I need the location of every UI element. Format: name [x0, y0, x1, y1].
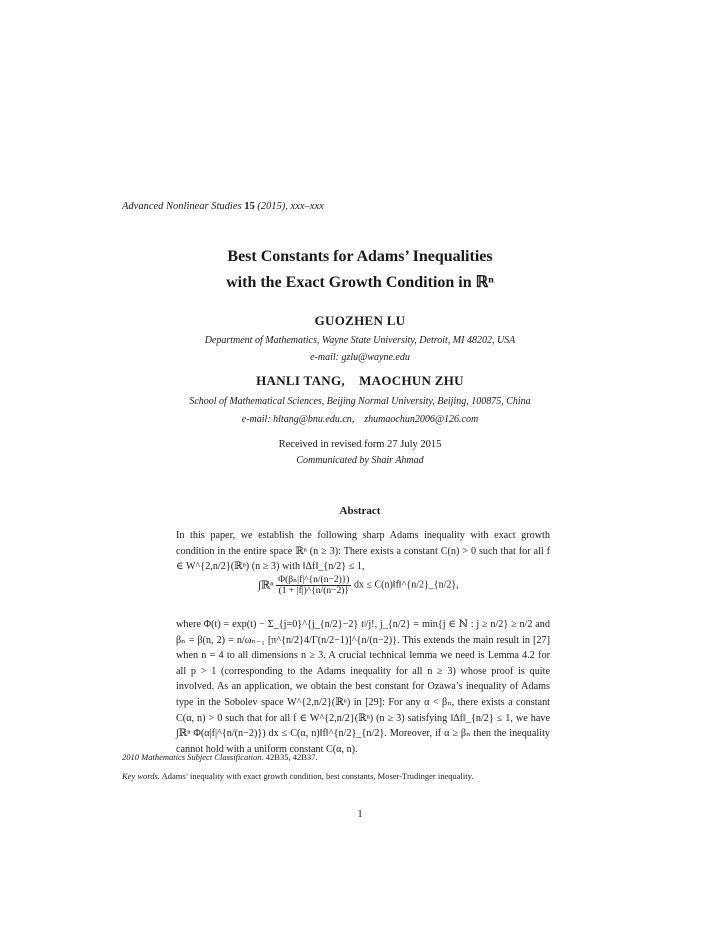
formula-denominator: (1 + |f|)^{n/(n−2)} — [278, 586, 349, 596]
display-formula — [258, 574, 488, 608]
msc-label: 2010 Mathematics Subject Classification. — [122, 752, 264, 762]
paper-title-line-2: with the Exact Growth Condition in ℝⁿ — [226, 274, 494, 291]
keywords — [122, 771, 473, 781]
keywords-text: Adams’ inequality with exact growth condition, best constants, Moser-Trudinger inequality. — [161, 771, 474, 781]
msc-classification — [122, 752, 318, 762]
affiliation-wayne: Department of Mathematics, Wayne State University, Detroit, MI 48202, USA — [204, 335, 516, 346]
abstract-heading: Abstract — [339, 505, 381, 517]
author-lu: GUOZHEN LU — [314, 313, 406, 328]
page-number: 1 — [357, 808, 363, 820]
journal-citation — [122, 201, 324, 212]
communicated-by: Communicated by Shair Ahmad — [296, 455, 424, 466]
paper-title-line-1: Best Constants for Adams’ Inequalities — [227, 248, 493, 265]
msc-codes: 42B35, 42B37. — [265, 752, 318, 762]
journal-year-pages: (2015), xxx–xxx — [257, 201, 324, 212]
formula-rhs: dx ≤ C(n)‖f‖^{n/2}_{n/2}, — [353, 579, 459, 591]
affiliation-bnu: School of Mathematical Sciences, Beijing Normal University, Beijing, 100875, China — [189, 396, 531, 407]
email-lu: e-mail: gzlu@wayne.edu — [310, 352, 410, 363]
formula-numerator: Φ(βₙ|f|^{n/(n−2)}) — [278, 575, 350, 585]
keywords-label: Key words. — [122, 771, 160, 781]
abstract-paragraph-2: where Φ(t) = exp(t) − Σ_{j=0}^{j_{n/2}−2} tʲ/j!, j_{n/2} = min{j ∈ ℕ : j ≥ n/2} ≥ n/2 and βₙ = β(n, 2) = n/ωₙ₋₁ [π^{n/2}4/Γ(n/2−1)]^{n/(n−2)}. This extends the main result in [27] when n = 4 to all dimensions n ≥ 3. A crucial technical lemma we need is Lemma 4.2 for all p > 1 (corresponding to the Adams inequality for all n ≥ 3) whose proof is quite involved. As an application, we obtain the best constant for Ozawa’s inequality of Adams type in the Sobolev space W^{2,n/2}(ℝⁿ) in [29]: For any α < βₙ, there exists a constant C(α, n) > 0 such that for all f ∈ W^{2,n/2}(ℝⁿ) (n ≥ 3) satisfying ‖Δf‖_{n/2} ≤ 1, we have ∫ℝⁿ Φ(α|f|^{n/(n−2)}) dx ≤ C(α, n)‖f‖^{n/2}_{n/2}. Moreover, if α ≥ βₙ then the inequality cannot hold with a uniform constant C(α, n). — [176, 619, 550, 755]
authors-tang-zhu: HANLI TANG, MAOCHUN ZHU — [256, 373, 464, 388]
email-tang-zhu: e-mail: hltang@bnu.edu.cn, zhumaochun2006@126.com — [241, 414, 479, 425]
formula-integral: ∫ℝⁿ — [258, 579, 274, 592]
formula-fraction — [276, 574, 351, 596]
journal-name: Advanced Nonlinear Studies — [122, 201, 242, 212]
abstract-paragraph-1: In this paper, we establish the following sharp Adams inequality with exact growth condition in the entire space ℝⁿ (n ≥ 3): There exists a constant C(n) > 0 such that for all f ∈ W^{2,n/2}(ℝⁿ) (n ≥ 3) with ‖Δf‖_{n/2} ≤ 1, — [176, 530, 550, 573]
received-date: Received in revised form 27 July 2015 — [278, 439, 442, 450]
journal-volume: 15 — [244, 201, 255, 212]
